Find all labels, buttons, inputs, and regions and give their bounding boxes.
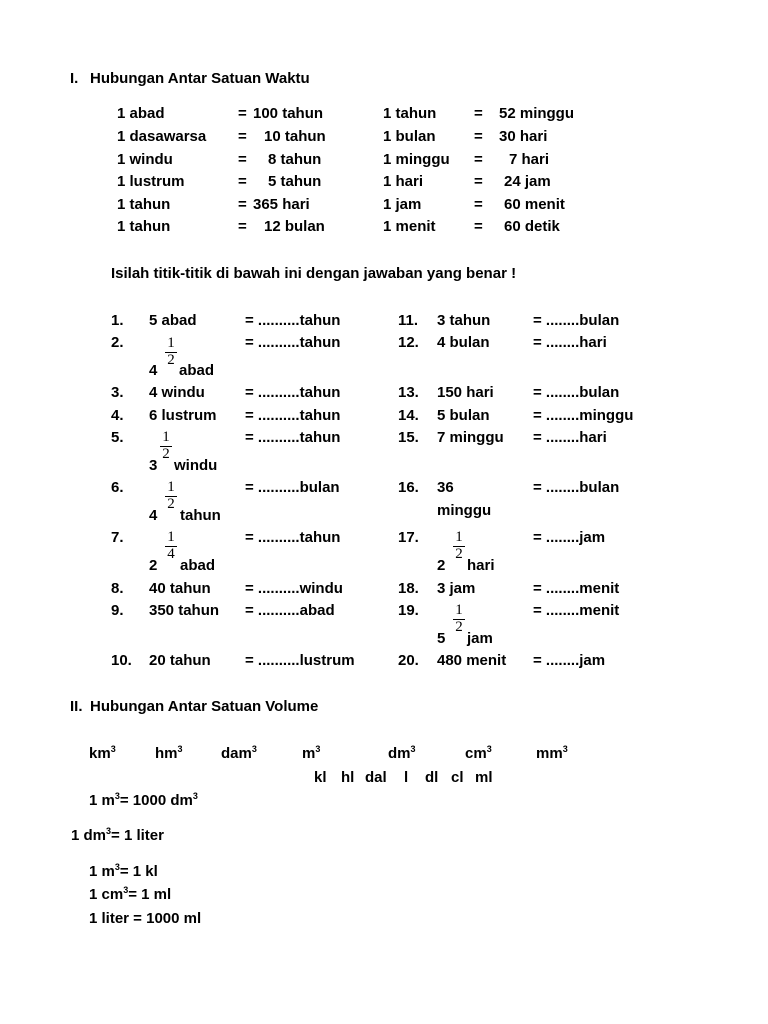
exercise-number: 10. [111, 652, 132, 669]
conv-left-6-b: 12 bulan [264, 218, 325, 235]
exercise-unit: hari [467, 557, 495, 574]
conv-left-2-a: 1 dasawarsa [117, 128, 207, 145]
exercise-answer-blank: = ........menit [533, 602, 620, 619]
conv-right-4-eq: = [474, 173, 483, 190]
liter-unit: l [404, 769, 409, 786]
exercise-number: 8. [111, 580, 124, 597]
exercise-answer-blank: = ..........abad [245, 602, 335, 619]
conv-left-1-eq: = [238, 105, 247, 122]
exercise-answer-blank: = ..........tahun [245, 529, 341, 546]
conv-right-5-eq: = [474, 196, 483, 213]
fraction: $\frac{1}{2}$ [165, 336, 177, 368]
conv-right-4-a: 1 hari [383, 173, 424, 190]
exercise-number: 13. [398, 384, 419, 401]
exercise-answer-blank: = ........minggu [533, 407, 634, 424]
volume-fact: 1 $cm^3= 1$ ml [89, 885, 172, 903]
conv-left-3-b: 8 tahun [268, 151, 322, 168]
exercise-answer-blank: = ........hari [533, 429, 607, 446]
exercise-unit: windu [174, 457, 218, 474]
exercise-answer-blank: = ........jam [533, 529, 606, 546]
section1-title: Hubungan Antar Satuan Waktu [90, 70, 310, 87]
exercise-answer-blank: = ........menit [533, 580, 620, 597]
conv-left-5-a: 1 tahun [117, 196, 171, 213]
exercise-number: 18. [398, 580, 419, 597]
fraction: $\frac{1}{2}$ [453, 530, 465, 562]
conv-right-1-eq: = [474, 105, 483, 122]
conv-right-2-b: 30 hari [499, 128, 548, 145]
exercise-question: 7 minggu [437, 429, 504, 446]
conv-left-3-eq: = [238, 151, 247, 168]
conv-left-2-b: 10 tahun [264, 128, 326, 145]
cubic-unit: $m^3$ [302, 744, 321, 762]
exercise-question: 4 windu [149, 384, 205, 401]
volume-fact: 1 liter = 1000 ml [89, 910, 202, 927]
exercise-question: 150 hari [437, 384, 494, 401]
exercise-number: 12. [398, 334, 419, 351]
section2-title: Hubungan Antar Satuan Volume [90, 698, 319, 715]
conv-left-1-a: 1 abad [117, 105, 165, 122]
exercise-question: 5 abad [149, 312, 197, 329]
fraction: $\frac{1}{2}$ [160, 430, 172, 462]
exercise-number: 4. [111, 407, 124, 424]
conv-right-3-a: 1 minggu [383, 151, 450, 168]
conv-right-6-a: 1 menit [383, 218, 436, 235]
mixed-number-whole: 5 [437, 630, 446, 647]
cubic-unit: dam$^3$ [221, 744, 257, 762]
conv-left-4-a: 1 lustrum [117, 173, 185, 190]
cubic-unit: $hm^3$ [155, 744, 183, 762]
mixed-number-whole: 4 [149, 507, 158, 524]
conv-right-1-a: 1 tahun [383, 105, 437, 122]
conv-right-2-eq: = [474, 128, 483, 145]
exercise-question: 20 tahun [149, 652, 211, 669]
exercise-answer-blank: = ..........tahun [245, 384, 341, 401]
conv-left-2-eq: = [238, 128, 247, 145]
conv-right-4-b: 24 jam [504, 173, 551, 190]
exercise-question: 40 tahun [149, 580, 211, 597]
exercise-number: 19. [398, 602, 419, 619]
conv-right-3-eq: = [474, 151, 483, 168]
exercise-question: 6 lustrum [149, 407, 217, 424]
exercise-number: 16. [398, 479, 419, 496]
conv-right-5-a: 1 jam [383, 196, 422, 213]
exercise-unit: tahun [180, 507, 221, 524]
exercise-number: 20. [398, 652, 419, 669]
conv-left-3-a: 1 windu [117, 151, 173, 168]
liter-unit: dl [425, 769, 439, 786]
conv-right-6-eq: = [474, 218, 483, 235]
conv-right-5-b: 60 menit [504, 196, 565, 213]
exercise-answer-blank: = ..........bulan [245, 479, 340, 496]
exercise-number: 1. [111, 312, 124, 329]
mixed-number-whole: 2 [149, 557, 158, 574]
conv-right-3-b: 7 hari [509, 151, 550, 168]
volume-fact: 1 $m^3= 1000$ $dm^3$ [89, 791, 198, 809]
conv-right-2-a: 1 bulan [383, 128, 436, 145]
conv-left-5-b: 365 hari [253, 196, 310, 213]
conv-left-6-eq: = [238, 218, 247, 235]
liter-unit: dal [365, 769, 387, 786]
mixed-number-whole: 4 [149, 362, 158, 379]
exercise-number: 17. [398, 529, 419, 546]
exercise-number: 3. [111, 384, 124, 401]
exercise-unit: abad [179, 362, 215, 379]
instruction-text: Isilah titik-titik di bawah ini dengan jawaban yang benar ! [111, 265, 517, 282]
exercise-answer-blank: = ........bulan [533, 384, 620, 401]
exercise-answer-blank: = ........jam [533, 652, 606, 669]
exercise-answer-blank: = ........hari [533, 334, 607, 351]
exercise-answer-blank: = ..........lustrum [245, 652, 355, 669]
conv-right-1-b: 52 minggu [499, 105, 575, 122]
fraction: $\frac{1}{2}$ [453, 603, 465, 635]
mixed-number-whole: 3 [149, 457, 158, 474]
exercise-answer-blank: = ..........tahun [245, 429, 341, 446]
exercise-number: 6. [111, 479, 124, 496]
conv-left-1-b: 100 tahun [253, 105, 324, 122]
cubic-unit: $dm^3$ [388, 744, 416, 762]
exercise-number: 5. [111, 429, 124, 446]
exercise-number: 7. [111, 529, 124, 546]
exercise-answer-blank: = ..........tahun [245, 334, 341, 351]
exercise-number: 9. [111, 602, 124, 619]
mixed-number-whole: 2 [437, 557, 446, 574]
exercise-number: 14. [398, 407, 419, 424]
exercise-question: 5 bulan [437, 407, 490, 424]
fraction: $\frac{1}{4}$ [165, 530, 177, 562]
cubic-unit: $mm^3$ [536, 744, 568, 762]
volume-fact: 1 $dm^3= 1$ liter [71, 826, 164, 844]
exercise-unit: abad [180, 557, 216, 574]
exercise-answer-blank: = ..........tahun [245, 407, 341, 424]
conv-left-5-eq: = [238, 196, 247, 213]
section1-number: I. [70, 70, 79, 87]
fraction: $\frac{1}{2}$ [165, 480, 177, 512]
exercise-question-continued: minggu [437, 502, 492, 519]
liter-unit: ml [475, 769, 493, 786]
exercise-question: 3 jam [437, 580, 476, 597]
volume-fact: 1 $m^3= 1$ kl [89, 862, 158, 880]
exercise-number: 2. [111, 334, 124, 351]
exercise-question: 36 [437, 479, 454, 496]
conv-left-4-eq: = [238, 173, 247, 190]
cubic-unit: $cm^3$ [465, 744, 492, 762]
exercise-unit: jam [467, 630, 493, 647]
exercise-question: 4 bulan [437, 334, 490, 351]
liter-unit: kl [314, 769, 327, 786]
liter-unit: hl [341, 769, 355, 786]
exercise-question: 3 tahun [437, 312, 491, 329]
exercise-answer-blank: = ..........tahun [245, 312, 341, 329]
section2-number: II. [70, 698, 83, 715]
exercise-number: 11. [398, 312, 419, 329]
exercise-answer-blank: = ........bulan [533, 312, 620, 329]
exercise-answer-blank: = ..........windu [245, 580, 343, 597]
exercise-number: 15. [398, 429, 419, 446]
liter-unit: cl [451, 769, 464, 786]
conv-left-4-b: 5 tahun [268, 173, 322, 190]
conv-left-6-a: 1 tahun [117, 218, 171, 235]
cubic-unit: $km^3$ [89, 744, 116, 762]
exercise-question: 350 tahun [149, 602, 220, 619]
exercise-question: 480 menit [437, 652, 507, 669]
conv-right-6-b: 60 detik [504, 218, 560, 235]
exercise-answer-blank: = ........bulan [533, 479, 620, 496]
